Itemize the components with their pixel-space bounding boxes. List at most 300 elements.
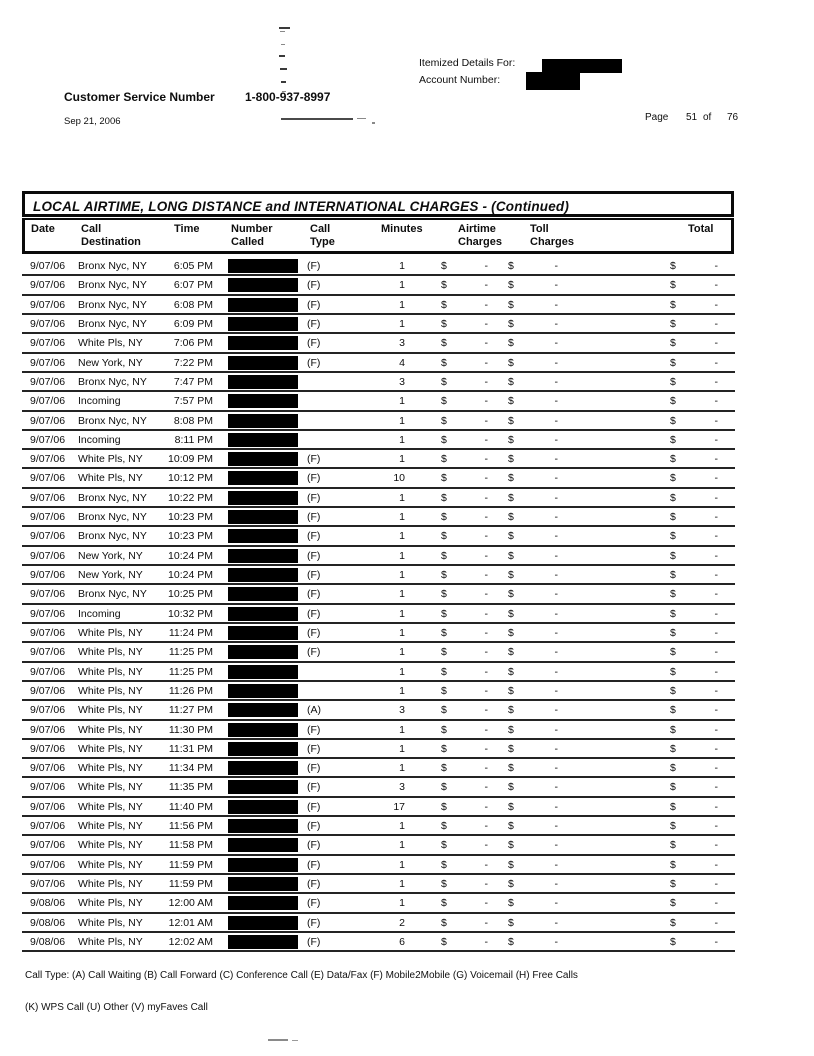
table-row — [22, 431, 735, 450]
cell-airtime-currency: $ — [441, 569, 447, 581]
cell-date: 9/07/06 — [30, 453, 66, 466]
table-row — [22, 778, 735, 797]
cell-airtime-amount: - — [484, 279, 488, 292]
cell-minutes: 1 — [399, 665, 405, 678]
cell-airtime-currency: $ — [441, 762, 447, 775]
cell-toll-currency: $ — [508, 626, 514, 639]
cell-minutes: 1 — [399, 742, 405, 755]
cell-airtime-currency: $ — [441, 723, 447, 736]
cell-total-currency: $ — [670, 491, 676, 504]
col-header-airtime — [458, 223, 502, 249]
table-row — [22, 373, 735, 392]
cell-date: 9/07/06 — [30, 781, 66, 794]
cell-time: 11:26 PM — [168, 684, 213, 697]
cell-airtime-amount: - — [484, 607, 488, 620]
cell-date: 9/07/06 — [30, 395, 66, 408]
cell-destination: White Pls, NY — [78, 839, 143, 852]
cell-minutes: 1 — [399, 569, 405, 581]
redaction-number-called — [228, 896, 298, 910]
cell-total-amount: - — [714, 684, 718, 697]
cell-toll-currency: $ — [508, 916, 514, 929]
cell-call-type: (F) — [307, 549, 321, 562]
cell-date: 9/07/06 — [30, 472, 66, 485]
cell-call-type: (F) — [307, 858, 321, 871]
table-row — [22, 798, 735, 817]
cell-total-amount: - — [714, 858, 718, 871]
redaction-number-called — [228, 433, 298, 447]
scan-artifact — [372, 122, 375, 124]
cell-call-type: (F) — [307, 569, 321, 581]
table-body — [22, 257, 735, 952]
cell-airtime-currency: $ — [441, 472, 447, 485]
cell-airtime-currency: $ — [441, 433, 447, 446]
cell-total-currency: $ — [670, 279, 676, 292]
cell-destination: Bronx Nyc, NY — [78, 414, 147, 427]
table-row — [22, 933, 735, 952]
scan-artifact — [268, 1039, 288, 1041]
cell-time: 7:22 PM — [173, 356, 213, 369]
cell-time: 11:31 PM — [168, 742, 213, 755]
cell-airtime-amount: - — [484, 858, 488, 871]
table-row — [22, 721, 735, 740]
table-row — [22, 334, 735, 353]
col-header-number-l2: Called — [231, 236, 265, 248]
col-header-type-l2: Type — [310, 236, 335, 248]
redaction-number-called — [228, 587, 298, 601]
cell-toll-amount: - — [554, 935, 558, 948]
redaction-number-called — [228, 607, 298, 621]
cell-toll-currency: $ — [508, 453, 514, 466]
cell-call-type: (F) — [307, 260, 321, 272]
scan-artifact — [281, 81, 286, 83]
cell-call-type: (F) — [307, 646, 321, 659]
scan-artifact — [280, 31, 285, 32]
cell-airtime-amount: - — [484, 337, 488, 350]
table-row — [22, 450, 735, 469]
cell-time: 6:07 PM — [173, 279, 213, 292]
cell-toll-currency: $ — [508, 588, 514, 601]
redaction-number-called — [228, 549, 298, 563]
cell-destination: White Pls, NY — [78, 858, 143, 871]
cell-total-currency: $ — [670, 626, 676, 639]
cell-total-amount: - — [714, 646, 718, 659]
cell-total-amount: - — [714, 704, 718, 717]
cell-total-amount: - — [714, 453, 718, 466]
col-header-time-text: Time — [174, 223, 200, 235]
cell-minutes: 3 — [399, 704, 405, 717]
cell-total-amount: - — [714, 472, 718, 485]
cell-time: 11:30 PM — [168, 723, 213, 736]
cell-airtime-currency: $ — [441, 704, 447, 717]
cell-airtime-amount: - — [484, 684, 488, 697]
page-total: 76 — [727, 112, 739, 123]
cell-date: 9/07/06 — [30, 723, 66, 736]
cell-time: 11:25 PM — [168, 665, 213, 678]
cell-toll-amount: - — [554, 260, 558, 272]
cell-total-currency: $ — [670, 839, 676, 852]
cell-destination: White Pls, NY — [78, 935, 143, 948]
cell-airtime-amount: - — [484, 260, 488, 272]
table-title: LOCAL AIRTIME, LONG DISTANCE and INTERNATIONAL CHARGES - (Continued) — [22, 191, 734, 217]
redaction-number-called — [228, 838, 298, 852]
cell-total-currency: $ — [670, 375, 676, 388]
col-header-destination — [81, 223, 141, 249]
cell-airtime-currency: $ — [441, 742, 447, 755]
scan-artifact — [279, 55, 285, 57]
cell-total-currency: $ — [670, 317, 676, 330]
redaction-number-called — [228, 780, 298, 794]
cell-total-amount: - — [714, 878, 718, 890]
cell-total-amount: - — [714, 916, 718, 929]
col-header-destination-l1: Call — [81, 223, 102, 235]
cell-date: 9/07/06 — [30, 646, 66, 659]
cell-toll-currency: $ — [508, 723, 514, 736]
cell-toll-currency: $ — [508, 549, 514, 562]
scan-artifact — [292, 1040, 298, 1041]
cell-toll-amount: - — [554, 800, 558, 813]
cell-minutes: 4 — [399, 356, 405, 369]
cell-toll-currency: $ — [508, 511, 514, 524]
cell-toll-currency: $ — [508, 684, 514, 697]
cell-minutes: 1 — [399, 298, 405, 311]
cell-destination: Bronx Nyc, NY — [78, 588, 147, 601]
cell-minutes: 1 — [399, 453, 405, 466]
cell-total-amount: - — [714, 530, 718, 543]
cell-toll-currency: $ — [508, 742, 514, 755]
cell-airtime-amount: - — [484, 935, 488, 948]
cell-toll-amount: - — [554, 858, 558, 871]
cell-date: 9/07/06 — [30, 549, 66, 562]
scan-artifact — [281, 118, 353, 120]
redaction-number-called — [228, 858, 298, 872]
col-header-minutes — [381, 223, 423, 236]
cell-toll-currency: $ — [508, 646, 514, 659]
cell-airtime-amount: - — [484, 839, 488, 852]
table-row — [22, 392, 735, 411]
cell-total-currency: $ — [670, 395, 676, 408]
scan-artifact — [279, 27, 290, 29]
cell-total-currency: $ — [670, 433, 676, 446]
call-type-legend-line2: (K) WPS Call (U) Other (V) myFaves Call — [25, 1002, 208, 1013]
cell-date: 9/07/06 — [30, 491, 66, 504]
cell-date: 9/07/06 — [30, 626, 66, 639]
cell-time: 10:22 PM — [168, 491, 213, 504]
cell-call-type: (F) — [307, 588, 321, 601]
cell-call-type: (F) — [307, 511, 321, 524]
redaction-number-called — [228, 723, 298, 737]
cell-toll-amount: - — [554, 839, 558, 852]
cell-date: 9/07/06 — [30, 820, 66, 833]
cell-toll-amount: - — [554, 607, 558, 620]
cell-toll-currency: $ — [508, 260, 514, 272]
cell-date: 9/07/06 — [30, 298, 66, 311]
cell-airtime-currency: $ — [441, 414, 447, 427]
table-row — [22, 836, 735, 855]
cell-minutes: 1 — [399, 878, 405, 890]
cell-toll-currency: $ — [508, 491, 514, 504]
redaction-number-called — [228, 317, 298, 331]
col-header-total — [688, 223, 713, 236]
cell-total-currency: $ — [670, 569, 676, 581]
cell-total-amount: - — [714, 762, 718, 775]
cell-minutes: 3 — [399, 781, 405, 794]
redaction-number-called — [228, 510, 298, 524]
cell-total-amount: - — [714, 317, 718, 330]
cell-total-amount: - — [714, 665, 718, 678]
cell-toll-amount: - — [554, 781, 558, 794]
cell-destination: White Pls, NY — [78, 626, 143, 639]
cell-time: 10:23 PM — [168, 530, 213, 543]
cell-call-type: (F) — [307, 916, 321, 929]
cell-total-amount: - — [714, 935, 718, 948]
cell-airtime-currency: $ — [441, 820, 447, 833]
cell-airtime-currency: $ — [441, 858, 447, 871]
cell-total-amount: - — [714, 742, 718, 755]
table-row — [22, 856, 735, 875]
cell-airtime-currency: $ — [441, 317, 447, 330]
cell-date: 9/07/06 — [30, 569, 66, 581]
table-row — [22, 585, 735, 604]
cell-toll-amount: - — [554, 704, 558, 717]
cell-total-currency: $ — [670, 472, 676, 485]
cell-total-amount: - — [714, 414, 718, 427]
cell-destination: Bronx Nyc, NY — [78, 375, 147, 388]
col-header-toll-l1: Toll — [530, 223, 549, 235]
redaction-number-called — [228, 471, 298, 485]
table-row — [22, 412, 735, 431]
cell-destination: White Pls, NY — [78, 742, 143, 755]
cell-total-amount: - — [714, 337, 718, 350]
cell-toll-currency: $ — [508, 665, 514, 678]
redaction-number-called — [228, 626, 298, 640]
cell-airtime-amount: - — [484, 897, 488, 910]
scan-artifact — [281, 44, 285, 45]
cell-time: 8:08 PM — [173, 414, 213, 427]
cell-airtime-amount: - — [484, 549, 488, 562]
scan-artifact — [280, 68, 287, 70]
cell-time: 6:05 PM — [173, 260, 213, 272]
cell-destination: Bronx Nyc, NY — [78, 298, 147, 311]
cell-airtime-amount: - — [484, 742, 488, 755]
cell-toll-amount: - — [554, 298, 558, 311]
table-row — [22, 296, 735, 315]
cell-airtime-currency: $ — [441, 530, 447, 543]
cell-toll-currency: $ — [508, 839, 514, 852]
cell-toll-currency: $ — [508, 530, 514, 543]
cell-toll-amount: - — [554, 375, 558, 388]
cell-time: 10:23 PM — [168, 511, 213, 524]
cell-destination: White Pls, NY — [78, 800, 143, 813]
col-header-toll-l2: Charges — [530, 236, 575, 248]
cell-airtime-currency: $ — [441, 935, 447, 948]
redaction-number-called — [228, 529, 298, 543]
redaction-number-called — [228, 916, 298, 930]
cell-minutes: 1 — [399, 646, 405, 659]
cell-call-type: (F) — [307, 742, 321, 755]
cell-airtime-currency: $ — [441, 549, 447, 562]
cell-call-type: (F) — [307, 317, 321, 330]
cell-minutes: 1 — [399, 626, 405, 639]
cell-airtime-currency: $ — [441, 684, 447, 697]
cell-airtime-amount: - — [484, 298, 488, 311]
cell-airtime-amount: - — [484, 626, 488, 639]
cell-call-type: (F) — [307, 491, 321, 504]
cell-destination: White Pls, NY — [78, 878, 143, 890]
table-row — [22, 354, 735, 373]
cell-toll-amount: - — [554, 588, 558, 601]
redaction-number-called — [228, 375, 298, 389]
cell-minutes: 1 — [399, 530, 405, 543]
cell-call-type: (F) — [307, 337, 321, 350]
cell-airtime-currency: $ — [441, 916, 447, 929]
cell-date: 9/07/06 — [30, 433, 66, 446]
cell-airtime-amount: - — [484, 781, 488, 794]
cell-call-type: (F) — [307, 897, 321, 910]
cell-time: 12:00 AM — [168, 897, 213, 910]
cell-date: 9/07/06 — [30, 684, 66, 697]
table-row — [22, 663, 735, 682]
cell-minutes: 10 — [393, 472, 405, 485]
cell-toll-currency: $ — [508, 317, 514, 330]
cell-destination: White Pls, NY — [78, 704, 143, 717]
cell-call-type: (F) — [307, 356, 321, 369]
cell-toll-amount: - — [554, 549, 558, 562]
cell-total-amount: - — [714, 626, 718, 639]
cell-destination: New York, NY — [78, 569, 143, 581]
table-row — [22, 527, 735, 546]
redaction-number-called — [228, 452, 298, 466]
cell-toll-amount: - — [554, 530, 558, 543]
cell-date: 9/07/06 — [30, 742, 66, 755]
cell-date: 9/07/06 — [30, 279, 66, 292]
cell-call-type: (F) — [307, 820, 321, 833]
cell-toll-currency: $ — [508, 472, 514, 485]
cell-minutes: 1 — [399, 395, 405, 408]
call-type-legend-line1: Call Type: (A) Call Waiting (B) Call Forward (C) Conference Call (E) Data/Fax (F) Mobile2Mobile (G) Voicemail (H) Free Calls — [25, 970, 578, 981]
cell-time: 11:25 PM — [168, 646, 213, 659]
cell-total-currency: $ — [670, 820, 676, 833]
cell-destination: White Pls, NY — [78, 472, 143, 485]
cell-airtime-currency: $ — [441, 260, 447, 272]
cell-destination: Bronx Nyc, NY — [78, 279, 147, 292]
cell-toll-amount: - — [554, 878, 558, 890]
cell-total-currency: $ — [670, 646, 676, 659]
table-row — [22, 817, 735, 836]
cell-minutes: 1 — [399, 723, 405, 736]
cell-destination: New York, NY — [78, 356, 143, 369]
cell-time: 10:09 PM — [168, 453, 213, 466]
cell-time: 11:56 PM — [168, 820, 213, 833]
cell-destination: Incoming — [78, 395, 121, 408]
cell-total-currency: $ — [670, 414, 676, 427]
table-row — [22, 624, 735, 643]
cell-toll-amount: - — [554, 491, 558, 504]
cell-total-currency: $ — [670, 723, 676, 736]
cell-call-type: (F) — [307, 781, 321, 794]
cell-toll-currency: $ — [508, 878, 514, 890]
cell-date: 9/07/06 — [30, 607, 66, 620]
cell-airtime-currency: $ — [441, 607, 447, 620]
scan-artifact — [357, 118, 366, 119]
cell-total-amount: - — [714, 723, 718, 736]
cell-airtime-amount: - — [484, 916, 488, 929]
cell-time: 11:58 PM — [168, 839, 213, 852]
cell-call-type: (F) — [307, 453, 321, 466]
cell-date: 9/08/06 — [30, 935, 66, 948]
cell-airtime-currency: $ — [441, 839, 447, 852]
cell-toll-amount: - — [554, 742, 558, 755]
cell-time: 12:02 AM — [168, 935, 213, 948]
cell-time: 10:24 PM — [168, 569, 213, 581]
cell-airtime-currency: $ — [441, 279, 447, 292]
cell-toll-currency: $ — [508, 704, 514, 717]
cell-total-currency: $ — [670, 762, 676, 775]
cell-toll-currency: $ — [508, 279, 514, 292]
cell-airtime-amount: - — [484, 646, 488, 659]
table-row — [22, 605, 735, 624]
cell-date: 9/07/06 — [30, 878, 66, 890]
cell-time: 10:24 PM — [168, 549, 213, 562]
cell-total-amount: - — [714, 433, 718, 446]
cell-airtime-amount: - — [484, 569, 488, 581]
cell-toll-currency: $ — [508, 414, 514, 427]
cell-time: 11:35 PM — [168, 781, 213, 794]
cell-date: 9/07/06 — [30, 800, 66, 813]
redaction-number-called — [228, 645, 298, 659]
cell-call-type: (F) — [307, 878, 321, 890]
cell-toll-currency: $ — [508, 820, 514, 833]
cell-total-currency: $ — [670, 607, 676, 620]
cell-time: 11:40 PM — [168, 800, 213, 813]
cell-toll-amount: - — [554, 665, 558, 678]
cell-toll-amount: - — [554, 646, 558, 659]
cell-destination: Incoming — [78, 433, 121, 446]
cell-date: 9/07/06 — [30, 530, 66, 543]
cell-toll-amount: - — [554, 626, 558, 639]
cell-minutes: 1 — [399, 762, 405, 775]
redaction-number-called — [228, 259, 298, 273]
cell-time: 10:12 PM — [168, 472, 213, 485]
table-row — [22, 276, 735, 295]
cell-date: 9/07/06 — [30, 317, 66, 330]
cell-total-amount: - — [714, 800, 718, 813]
cell-minutes: 1 — [399, 839, 405, 852]
cell-toll-currency: $ — [508, 762, 514, 775]
redaction-number-called — [228, 665, 298, 679]
cell-airtime-amount: - — [484, 511, 488, 524]
table-row — [22, 914, 735, 933]
cell-total-amount: - — [714, 549, 718, 562]
cell-total-amount: - — [714, 279, 718, 292]
cell-date: 9/07/06 — [30, 375, 66, 388]
cell-time: 10:32 PM — [168, 607, 213, 620]
page-label: Page — [645, 112, 669, 123]
cell-toll-amount: - — [554, 279, 558, 292]
cell-date: 9/07/06 — [30, 414, 66, 427]
cell-time: 8:11 PM — [174, 433, 213, 446]
cell-airtime-amount: - — [484, 491, 488, 504]
cell-date: 9/07/06 — [30, 858, 66, 871]
cell-time: 11:24 PM — [168, 626, 213, 639]
cell-destination: Bronx Nyc, NY — [78, 317, 147, 330]
cell-airtime-amount: - — [484, 878, 488, 890]
cell-call-type: (F) — [307, 279, 321, 292]
table-row — [22, 875, 735, 894]
cell-airtime-currency: $ — [441, 491, 447, 504]
itemized-details-label: Itemized Details For: — [419, 57, 516, 69]
cell-destination: White Pls, NY — [78, 781, 143, 794]
cell-minutes: 1 — [399, 279, 405, 292]
